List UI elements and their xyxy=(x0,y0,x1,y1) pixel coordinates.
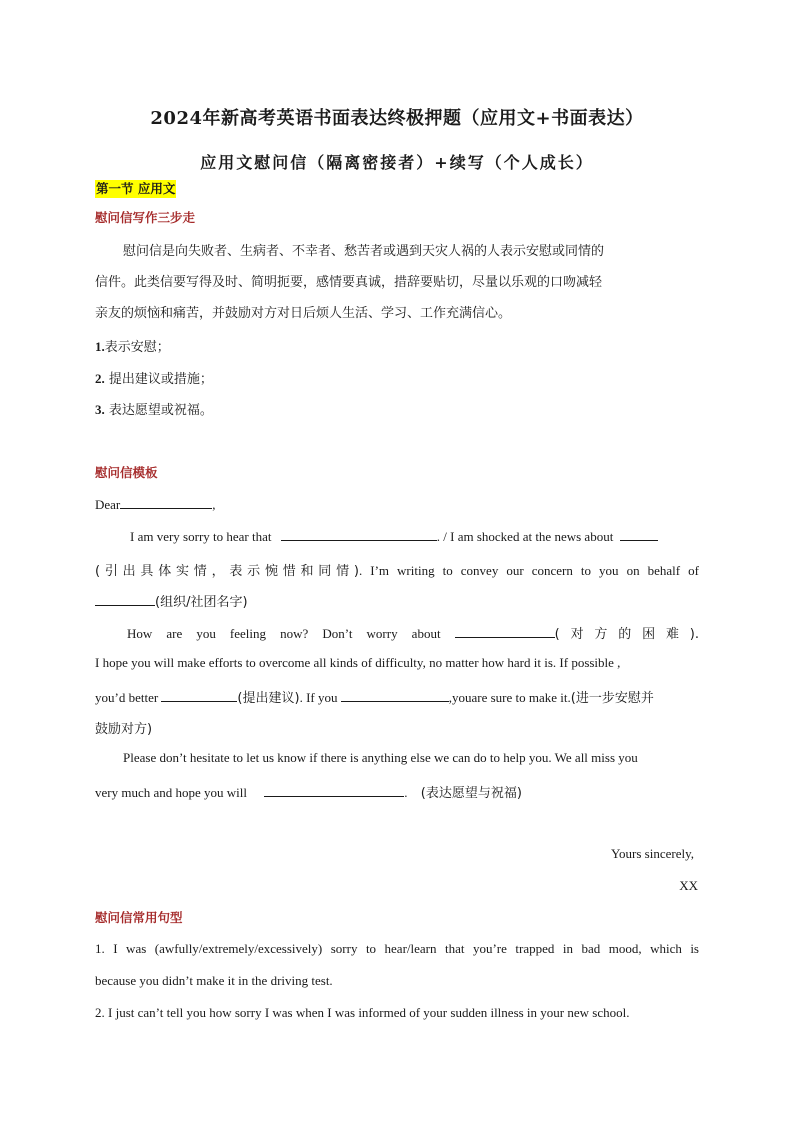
salutation xyxy=(95,496,216,513)
template-line-7: 鼓励对方) xyxy=(95,722,153,737)
section-heading-highlight: 第一节 应用文 xyxy=(96,181,176,196)
template-line-2 xyxy=(95,560,699,579)
intro-line-3: 亲友的烦恼和痛苦，并鼓励对方对日后烦人生活、学习、工作充满信心。 xyxy=(95,306,512,321)
intro-line-2: 信件。此类信要写得及时、简明扼要，感情要真诚，措辞要贴切，尽量以乐观的口吻减轻 xyxy=(95,275,603,290)
template-line-6-c: ,youare sure to make it. xyxy=(448,690,571,705)
template-line-6-cn: (提出建议) xyxy=(237,691,300,706)
salutation-comma: , xyxy=(212,497,216,512)
template-line-4-cn: (对方的困难). xyxy=(554,627,700,642)
template-line-5: I hope you will make efforts to overcome all kinds of difficulty, no matter how hard it is. If possible , xyxy=(95,655,621,670)
step-2-number: 2. xyxy=(95,371,105,386)
step-1-number: 1. xyxy=(95,339,105,354)
template-line-6-cn2: (进一步安慰并 xyxy=(570,691,654,706)
heading-common-phrases: 慰问信常用句型 xyxy=(95,910,183,925)
template-line-4 xyxy=(127,623,699,642)
condition-blank xyxy=(341,689,449,702)
template-line-6-b: . If you xyxy=(299,690,338,705)
template-line-3-cn: (组织/社团名字) xyxy=(155,595,248,610)
template-line-1 xyxy=(130,528,658,545)
step-2-text: 提出建议或措施； xyxy=(104,372,213,387)
phrase-1-line-1: 1. I was (awfully/extremely/excessively) sorry to hear/learn that you’re trapped in bad mood, which is xyxy=(95,941,699,956)
fact-blank xyxy=(281,528,437,541)
wish-blank xyxy=(264,784,404,797)
suggestion-blank xyxy=(161,689,237,702)
phrase-1-line-2: because you didn’t make it in the driving test. xyxy=(95,973,333,988)
template-line-1-a: I am very sorry to hear that xyxy=(130,529,272,544)
step-1-text: 表示安慰； xyxy=(104,340,170,355)
heading-three-steps: 慰问信写作三步走 xyxy=(95,210,196,225)
phrase-2: 2. I just can’t tell you how sorry I was when I was informed of your sudden illness in your new school. xyxy=(95,1005,630,1020)
template-line-9-b: . xyxy=(404,785,408,800)
signature: XX xyxy=(679,878,698,893)
template-line-2-en: . I’m writing to convey our concern to you on behalf of xyxy=(358,563,699,578)
step-3 xyxy=(95,399,213,418)
document-title: 2024年新高考英语书面表达终极押题（应用文+书面表达） xyxy=(150,108,644,129)
template-line-4-a: How are you feeling now? Don’t worry about xyxy=(127,626,441,641)
template-line-6-a: you’d better xyxy=(95,690,159,705)
recipient-blank xyxy=(120,496,212,509)
step-2 xyxy=(95,368,213,387)
step-3-text: 表达愿望或祝福。 xyxy=(104,403,213,418)
step-3-number: 3. xyxy=(95,402,105,417)
intro-line-1: 慰问信是向失败者、生病者、不幸者、愁苦者或遇到天灾人祸的人表示安慰或同情的 xyxy=(123,244,605,259)
difficulty-blank xyxy=(455,625,555,638)
document-subtitle: 应用文慰问信（隔离密接者）+续写（个人成长） xyxy=(200,153,594,172)
template-line-9-cn: (表达愿望与祝福) xyxy=(420,786,522,801)
salutation-dear: Dear xyxy=(95,497,121,512)
template-line-2-cn: (引出具体实情，表示惋惜和同情) xyxy=(95,564,359,579)
template-line-3 xyxy=(95,591,248,610)
template-line-6 xyxy=(95,687,654,706)
template-line-1-b: . / I am shocked at the news about xyxy=(436,529,614,544)
template-line-9 xyxy=(95,782,522,801)
heading-template: 慰问信模板 xyxy=(95,465,158,480)
template-line-9-a: very much and hope you will xyxy=(95,785,247,800)
step-1 xyxy=(95,336,170,355)
news-blank xyxy=(620,528,658,541)
organization-blank xyxy=(95,593,155,606)
closing: Yours sincerely, xyxy=(610,846,694,861)
template-line-8: Please don’t hesitate to let us know if there is anything else we can do to help you. We all miss you xyxy=(123,750,638,765)
